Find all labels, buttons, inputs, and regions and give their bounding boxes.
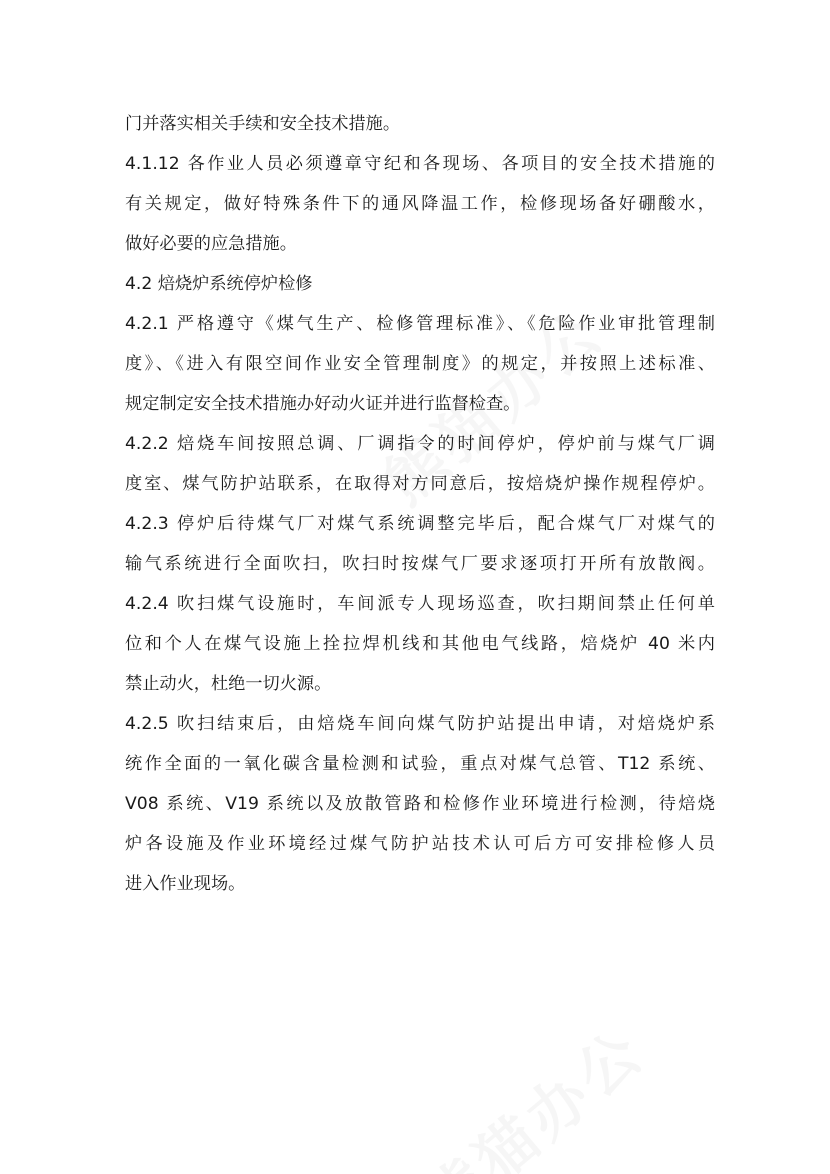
text-line: V08 系统、V19 系统以及放散管路和检修作业环境进行检测，待焙烧: [125, 794, 715, 814]
text-line: 规定制定安全技术措施办好动火证并进行监督检查。: [125, 394, 521, 414]
text-line: 进入作业现场。: [125, 874, 246, 894]
text-line: 4.2.4 吹扫煤气设施时，车间派专人现场巡查，吹扫期间禁止任何单: [125, 594, 715, 614]
text-line: 有关规定，做好特殊条件下的通风降温工作，检修现场备好硼酸水，: [125, 194, 715, 214]
text-line: 4.2.2 焙烧车间按照总调、厂调指令的时间停炉，停炉前与煤气厂调: [125, 434, 715, 454]
text-line: 4.2.3 停炉后待煤气厂对煤气系统调整完毕后，配合煤气厂对煤气的: [125, 514, 715, 534]
text-line: 输气系统进行全面吹扫，吹扫时按煤气厂要求逐项打开所有放散阀。: [125, 554, 715, 574]
watermark: [403, 1005, 661, 1174]
document-body: [125, 104, 715, 904]
text-line: 4.1.12 各作业人员必须遵章守纪和各现场、各项目的安全技术措施的: [125, 154, 715, 174]
text-line: 度》、《进入有限空间作业安全管理制度》的规定，并按照上述标准、: [125, 354, 715, 374]
text-line: 4.2.1 严格遵守《煤气生产、检修管理标准》、《危险作业审批管理制: [125, 314, 715, 334]
text-line: 做好必要的应急措施。: [125, 234, 297, 254]
text-line: 度室、煤气防护站联系，在取得对方同意后，按焙烧炉操作规程停炉。: [125, 474, 715, 494]
text-line: 位和个人在煤气设施上拴拉焊机线和其他电气线路，焙烧炉 40 米内: [125, 634, 715, 654]
text-line: 门并落实相关手续和安全技术措施。: [125, 114, 401, 134]
text-line: 4.2.5 吹扫结束后，由焙烧车间向煤气防护站提出申请，对焙烧炉系: [125, 714, 715, 734]
section-heading: 4.2 焙烧炉系统停炉检修: [125, 274, 313, 294]
text-line: 炉各设施及作业环境经过煤气防护站技术认可后方可安排检修人员: [125, 834, 715, 854]
text-line: 禁止动火，杜绝一切火源。: [125, 674, 332, 694]
text-line: 统作全面的一氧化碳含量检测和试验，重点对煤气总管、T12 系统、: [125, 754, 715, 774]
